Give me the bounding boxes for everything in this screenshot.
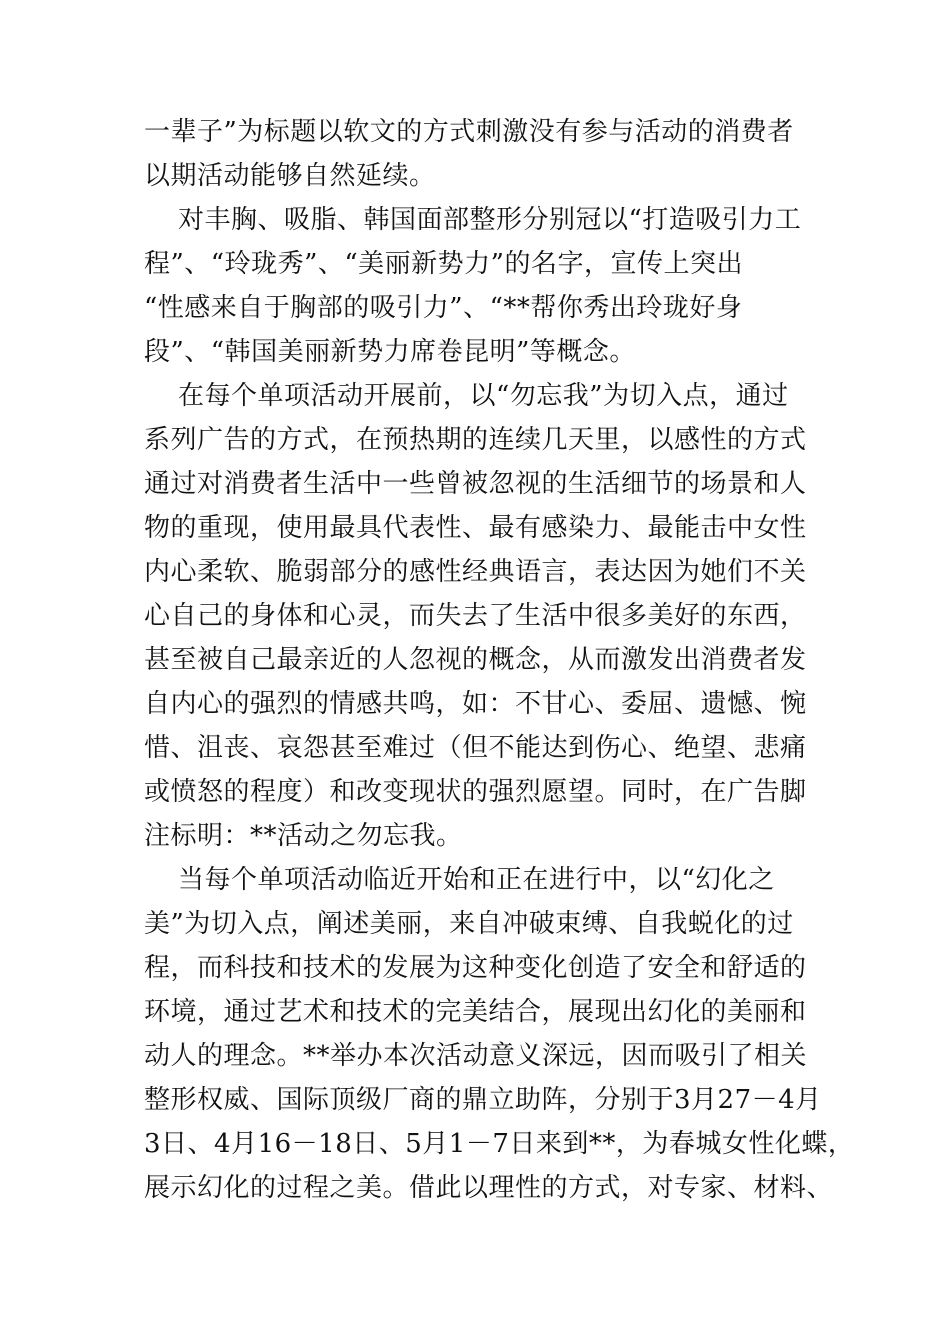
text-line: 对丰胸、吸脂、韩国面部整形分别冠以“打造吸引力工 — [178, 205, 802, 235]
text-line: “性感来自于胸部的吸引力”、“**帮你秀出玲珑好身 — [144, 293, 743, 323]
text-line: 系列广告的方式，在预热期的连续几天里，以感性的方式 — [144, 425, 807, 455]
text-line: 在每个单项活动开展前，以“勿忘我”为切入点，通过 — [178, 381, 789, 411]
text-line: 自内心的强烈的情感共鸣，如：不甘心、委屈、遗憾、惋 — [144, 689, 807, 719]
text-line: 以期活动能够自然延续。 — [144, 161, 436, 191]
text-line: 心自己的身体和心灵，而失去了生活中很多美好的东西， — [144, 601, 807, 631]
text-line: 程”、“玲珑秀”、“美丽新势力”的名字，宣传上突出 — [144, 249, 743, 279]
text-line: 一辈子”为标题以软文的方式刺激没有参与活动的消费者 — [144, 117, 794, 147]
text-line: 动人的理念。**举办本次活动意义深远，因而吸引了相关 — [144, 1041, 808, 1071]
text-line: 3日、4月16－18日、5月1－7日来到**，为春城女性化蝶， — [144, 1129, 855, 1159]
text-line: 整形权威、国际顶级厂商的鼎立助阵，分别于3月27－4月 — [144, 1085, 822, 1115]
text-line: 通过对消费者生活中一些曾被忽视的生活细节的场景和人 — [144, 469, 807, 499]
text-line: 环境，通过艺术和技术的完美结合，展现出幻化的美丽和 — [144, 997, 807, 1027]
text-line: 惜、沮丧、哀怨甚至难过（但不能达到伤心、绝望、悲痛 — [144, 733, 807, 763]
text-line: 甚至被自己最亲近的人忽视的概念，从而激发出消费者发 — [144, 645, 807, 675]
text-line: 展示幻化的过程之美。借此以理性的方式，对专家、材料、 — [144, 1173, 834, 1203]
text-line: 内心柔软、脆弱部分的感性经典语言，表达因为她们不关 — [144, 557, 807, 587]
text-line: 或愤怒的程度）和改变现状的强烈愿望。同时，在广告脚 — [144, 777, 807, 807]
text-line: 程，而科技和技术的发展为这种变化创造了安全和舒适的 — [144, 953, 807, 983]
text-line: 物的重现，使用最具代表性、最有感染力、最能击中女性 — [144, 513, 807, 543]
text-line: 美”为切入点，阐述美丽，来自冲破束缚、自我蜕化的过 — [144, 909, 794, 939]
text-line: 注标明：**活动之勿忘我。 — [144, 821, 463, 851]
text-line: 当每个单项活动临近开始和正在进行中，以“幻化之 — [178, 865, 775, 895]
text-line: 段”、“韩国美丽新势力席卷昆明”等概念。 — [144, 337, 636, 367]
